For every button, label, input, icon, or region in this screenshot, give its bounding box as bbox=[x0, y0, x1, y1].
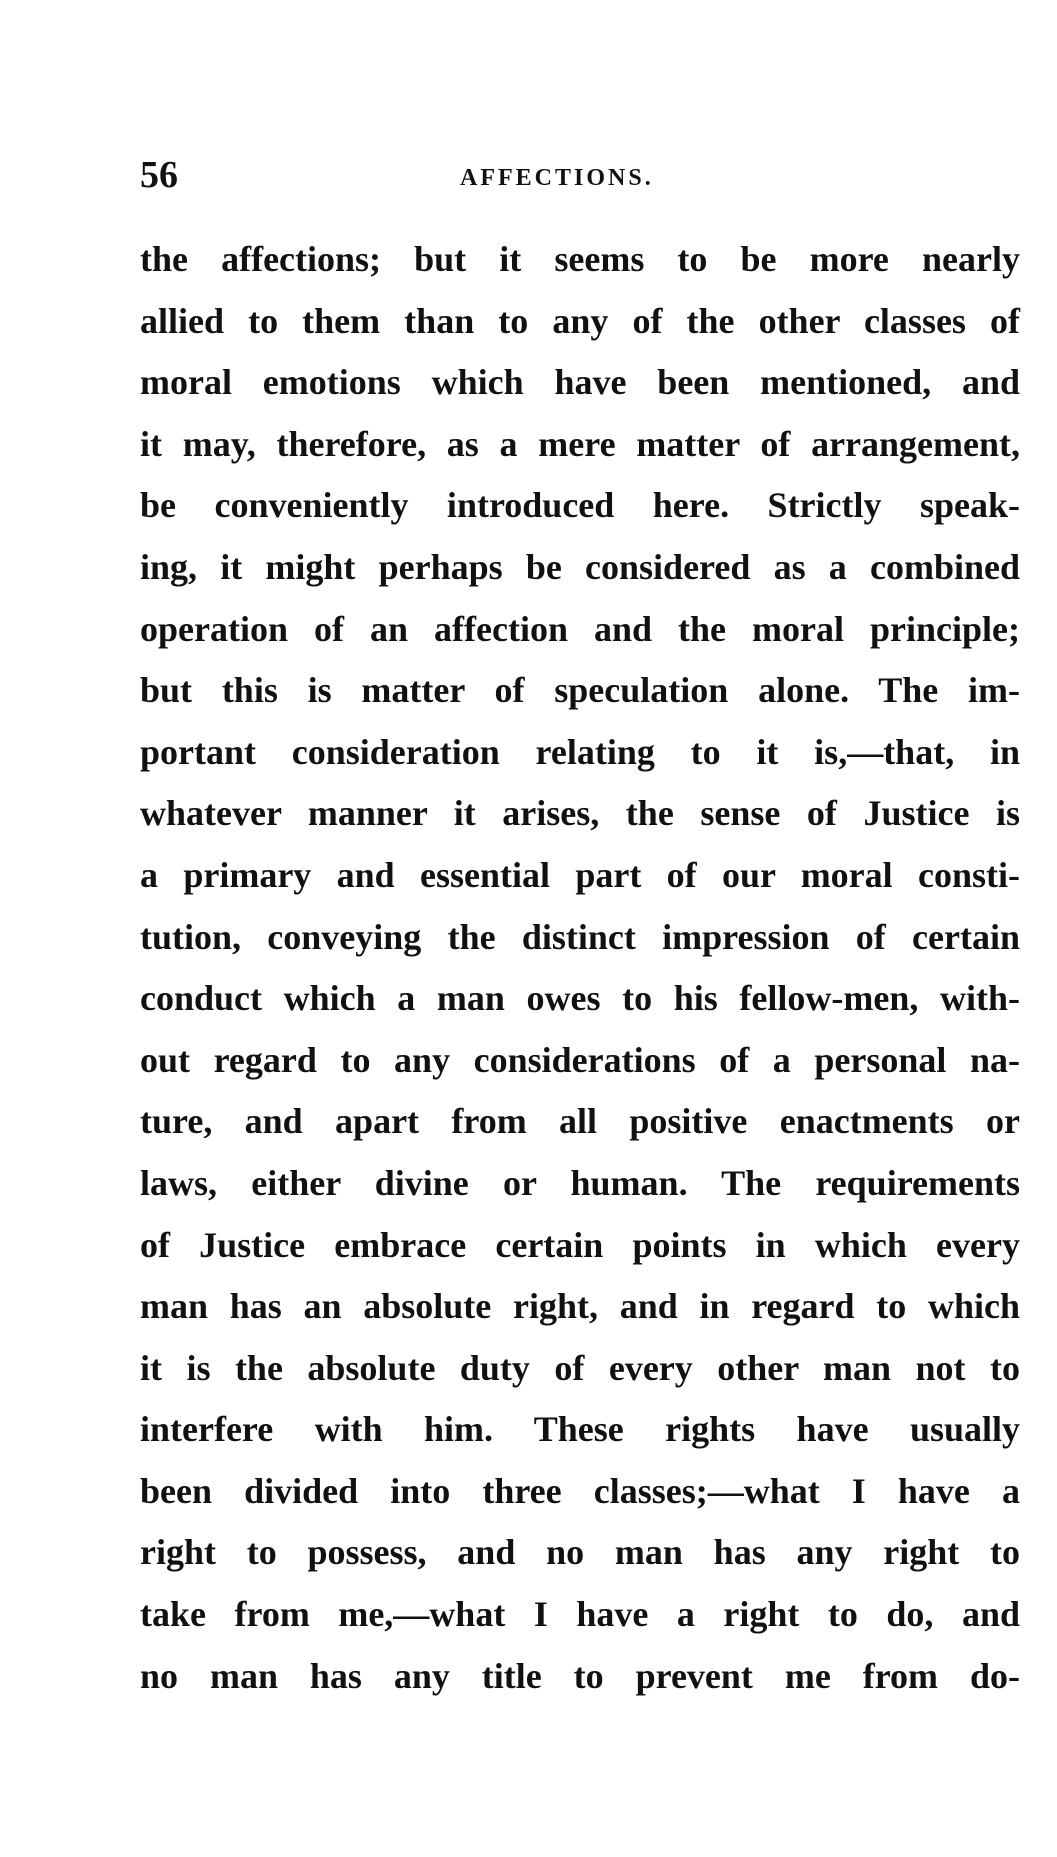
page-header bbox=[140, 150, 1020, 200]
text-line-3-content: moral emotions which have been mentioned, and bbox=[140, 362, 1020, 403]
text-line-13-content: conduct which a man owes to his fellow-men, with- bbox=[140, 978, 1020, 1019]
text-line-8-content: but this is matter of speculation alone. The im- bbox=[140, 670, 1020, 711]
text-line-13 bbox=[140, 968, 1020, 1030]
text-line-3 bbox=[140, 352, 1020, 414]
text-line-5 bbox=[140, 475, 1020, 537]
text-line-17-content: of Justice embrace certain points in which every bbox=[140, 1224, 1020, 1265]
text-line-7 bbox=[140, 599, 1020, 661]
text-line-15-content: ture, and apart from all positive enactments or bbox=[140, 1101, 1020, 1142]
text-line-1 bbox=[140, 229, 1020, 291]
text-line-19-content: it is the absolute duty of every other man not to bbox=[140, 1347, 1020, 1388]
text-line-20 bbox=[140, 1399, 1020, 1461]
text-line-19 bbox=[140, 1338, 1020, 1400]
text-line-24 bbox=[140, 1646, 1020, 1708]
page-number: 56 bbox=[140, 154, 178, 196]
text-line-14 bbox=[140, 1030, 1020, 1092]
text-line-18 bbox=[140, 1276, 1020, 1338]
text-line-17 bbox=[140, 1215, 1020, 1277]
text-line-23-content: take from me,—what I have a right to do, and bbox=[140, 1594, 1020, 1635]
text-line-22-content: right to possess, and no man has any right to bbox=[140, 1532, 1020, 1573]
text-line-24-content: no man has any title to prevent me from do- bbox=[140, 1655, 1020, 1696]
text-line-23 bbox=[140, 1584, 1020, 1646]
text-line-21 bbox=[140, 1461, 1020, 1523]
text-line-20-content: interfere with him. These rights have usually bbox=[140, 1409, 1020, 1450]
text-line-8 bbox=[140, 660, 1020, 722]
running-head: AFFECTIONS. bbox=[460, 165, 654, 191]
text-line-6 bbox=[140, 537, 1020, 599]
text-line-4 bbox=[140, 414, 1020, 476]
text-line-4-content: it may, therefore, as a mere matter of arrangement, bbox=[140, 423, 1020, 464]
text-line-9 bbox=[140, 722, 1020, 784]
body-text bbox=[140, 229, 1020, 1707]
text-line-2 bbox=[140, 291, 1020, 353]
text-line-10 bbox=[140, 783, 1020, 845]
text-line-1-content: the affections; but it seems to be more nearly bbox=[140, 239, 1020, 279]
text-line-15 bbox=[140, 1091, 1020, 1153]
text-line-12-content: tution, conveying the distinct impression of certain bbox=[140, 916, 1020, 957]
text-line-10-content: whatever manner it arises, the sense of Justice is bbox=[140, 793, 1020, 834]
text-line-22 bbox=[140, 1522, 1020, 1584]
text-line-12 bbox=[140, 907, 1020, 969]
text-line-14-content: out regard to any considerations of a personal na- bbox=[140, 1039, 1020, 1080]
text-line-2-content: allied to them than to any of the other classes of bbox=[140, 300, 1020, 341]
text-line-16-content: laws, either divine or human. The requirements bbox=[140, 1162, 1020, 1203]
text-line-7-content: operation of an affection and the moral principle; bbox=[140, 608, 1020, 649]
text-line-11 bbox=[140, 845, 1020, 907]
text-line-11-content: a primary and essential part of our moral consti- bbox=[140, 854, 1020, 895]
text-line-5-content: be conveniently introduced here. Strictly speak- bbox=[140, 485, 1020, 526]
text-line-16 bbox=[140, 1153, 1020, 1215]
text-line-21-content: been divided into three classes;—what I have a bbox=[140, 1470, 1020, 1511]
text-line-18-content: man has an absolute right, and in regard to which bbox=[140, 1286, 1020, 1327]
text-line-6-content: ing, it might perhaps be considered as a combined bbox=[140, 546, 1020, 587]
text-line-9-content: portant consideration relating to it is,—that, in bbox=[140, 731, 1020, 772]
